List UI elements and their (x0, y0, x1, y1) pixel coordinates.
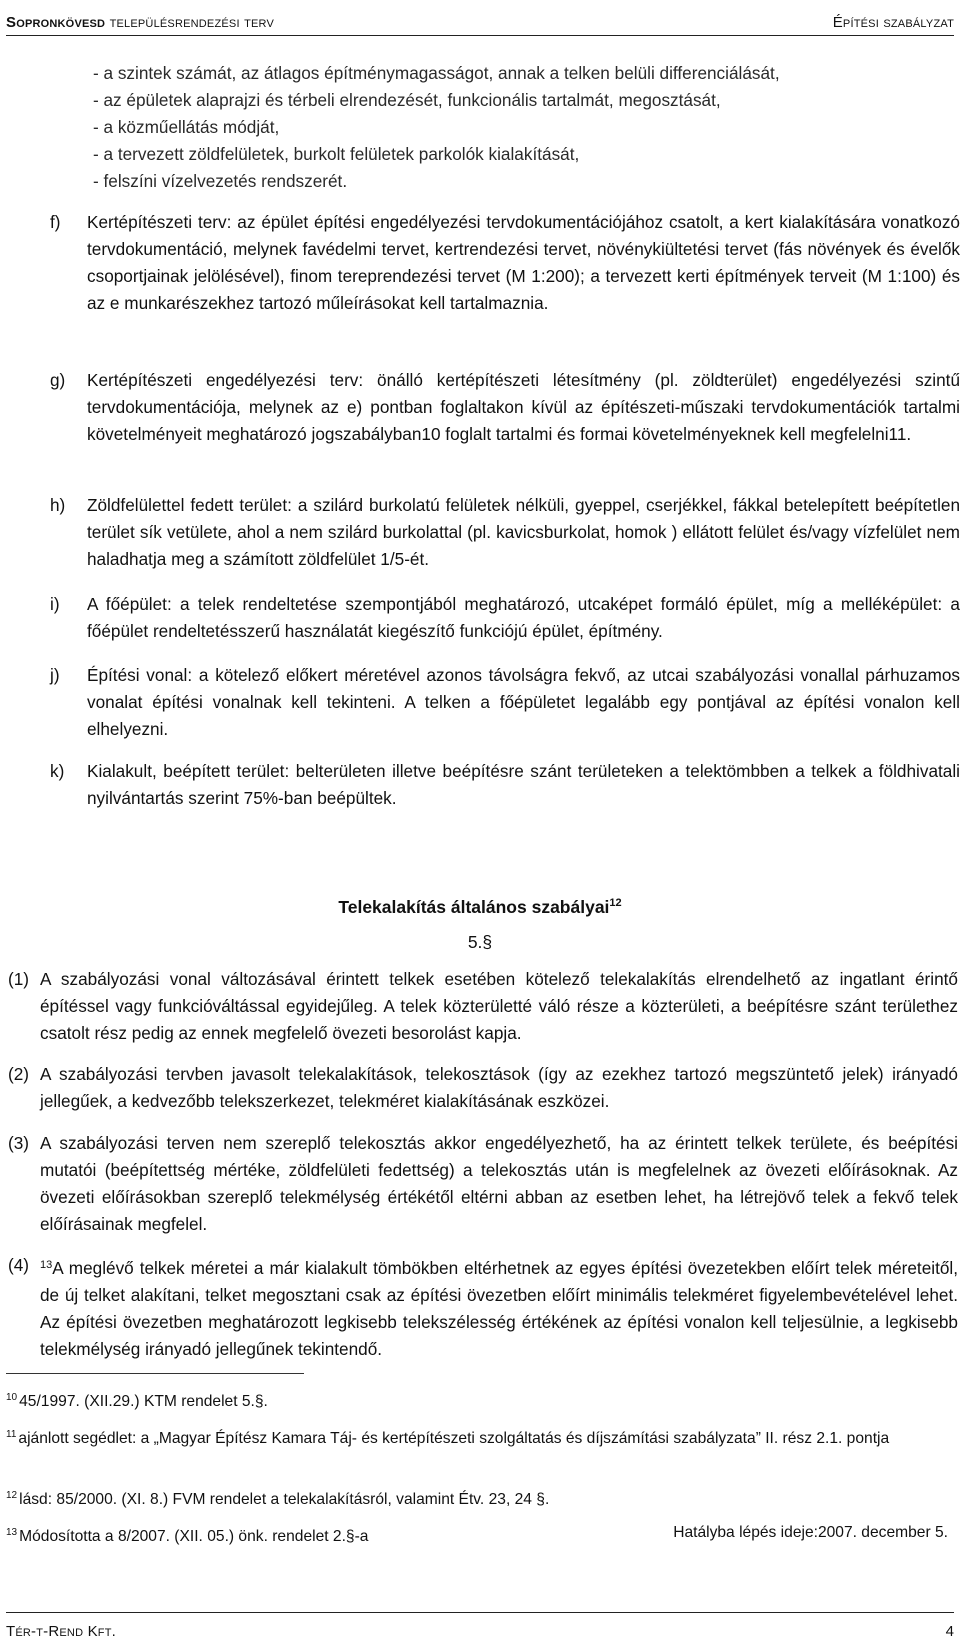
footnote-number: 11 (6, 1429, 17, 1440)
section-title-text: Telekalakítás általános szabályai (338, 897, 610, 917)
footnote-text: 45/1997. (XII.29.) KTM rendelet 5.§. (19, 1393, 268, 1410)
footnote-ref: 13 (40, 1259, 53, 1271)
item-label: i) (50, 594, 60, 614)
item-text: Kertépítészeti engedélyezési terv: önálló kertépítészeti létesítmény (pl. zöldterület) engedélyezési szintű tervdokumentációja, melynek az e) pontban foglaltakon kívül az építészeti-műszaki tervdokumentációk tartalmi követelményeit meghatározó jogszabályban10 foglalt tartalmi és formai követelményeknek kell megfelelni11. (87, 370, 960, 444)
paragraph-text: A szabályozási vonal változásával érintett telkek esetében kötelező telekalakítás elrendelhető az ingatlant érintő építéssel vagy funkcióváltással egyidejűleg. A telek közterületté váló része a közterületi, a beépítésre szánt területhez csatolt rész pedig az ennek megfelelő övezeti besorolást kapja. (40, 969, 958, 1043)
item-label: h) (50, 495, 66, 515)
definition-i (50, 591, 960, 645)
footnote-10 (6, 1386, 954, 1414)
paragraph-1 (8, 966, 958, 1047)
footnote-text: lásd: 85/2000. (XI. 8.) FVM rendelet a telekalakításról, valamint Étv. 23, 24 §. (19, 1491, 550, 1508)
paragraph-4 (8, 1252, 958, 1363)
paragraph-body: A meglévő telkek méretei a már kialakult tömbökben eltérhetnek az egyes építési övezetekben előírt telek méreteitől, de új telket alakítani, telket megosztani csak az építési övezetben előírt minimális telekméret figyelembevételével lehet. Az építési övezetben meghatározott legkisebb telekszélesség értékének az építési vonalon kell teljesülnie, a legkisebb telekmélység irányadó jellegűnek tekintendő. (40, 1258, 958, 1359)
list-item: - a szintek számát, az átlagos építménymagasságot, annak a telken belüli differenciálását, (93, 63, 780, 83)
item-label: g) (50, 370, 66, 390)
list-item: - felszíni vízelvezetés rendszerét. (93, 171, 348, 191)
item-text: Kialakult, beépített terület: belterületen illetve beépítésre szánt területeken a telektömbben a telkek a földhivatali nyilvántartás szerint 75%-ban beépültek. (87, 761, 960, 808)
item-label: f) (50, 212, 61, 232)
paragraph-2 (8, 1061, 958, 1115)
footnote-text: Módosította a 8/2007. (XII. 05.) önk. rendelet 2.§-a (19, 1528, 369, 1545)
footnote-12 (6, 1484, 954, 1512)
header-doc: településrendezési terv (109, 14, 275, 31)
footer-company: Tér-t-Rend Kft. (6, 1623, 116, 1640)
item-text: Zöldfelülettel fedett terület: a szilárd burkolatú felületek nélküli, gyeppel, cserjékkel, fákkal betelepített beépítetlen terület sík vetülete, ahol a nem szilárd burkolattal (pl. kavicsburkolat, homok ) ellátott felület és/vagy vízfelület nem haladhatja meg a számított zöldfelület 1/5-ét. (87, 495, 960, 569)
paragraph-label: (2) (8, 1064, 30, 1084)
definition-h (50, 492, 960, 573)
item-text: Építési vonal: a kötelező előkert méretével azonos távolságra fekvő, az utcai szabályozási vonallal párhuzamos vonalat építési vonalnak kell tekinteni. A telken a főépületet legalább egy pontjával az építési vonalon kell elhelyezni. (87, 665, 960, 739)
header-town: Sopronkövesd (6, 14, 106, 31)
paragraph-label: (1) (8, 969, 30, 989)
list-item: - az épületek alaprajzi és térbeli elrendezését, funkcionális tartalmát, megosztását, (93, 90, 721, 110)
list-item: - a tervezett zöldfelületek, burkolt felületek parkolók kialakítását, (93, 144, 580, 164)
definition-f (50, 209, 960, 317)
page-footer (6, 1612, 954, 1646)
paragraph-label: (4) (8, 1255, 30, 1275)
section-number: 5.§ (467, 932, 493, 952)
footnote-effective-date: Hatályba lépés ideje:2007. december 5. (673, 1524, 948, 1541)
page-number: 4 (945, 1623, 954, 1640)
footnote-13 (6, 1521, 954, 1549)
header-title (6, 14, 274, 31)
footnote-text: ajánlott segédlet: a „Magyar Építész Kamara Táj- és kertépítészeti szolgáltatás és díjszámítási szabályzata” II. rész 2.1. pontja (18, 1430, 890, 1447)
paragraph-text: A szabályozási terven nem szereplő telekosztás akkor engedélyezhető, ha az érintett telkek területe, és beépítési mutatói (beépítettség mértéke, zöldfelületi fedettség) a telekosztás után is megfelelnek az övezeti előírásoknak. Az övezeti előírásokban szereplő telekmélység értékétől eltérni abban az esetben lehet, ha létrejövő telek a fekvő telek előírásainak megfelel. (40, 1133, 958, 1234)
list-item: - a közműellátás módját, (93, 117, 280, 137)
header-section: Építési szabályzat (832, 14, 954, 31)
paragraph-text (40, 1252, 958, 1363)
item-text: A főépület: a telek rendeltetése szempontjából meghatározó, utcaképet formáló épület, míg a melléképület: a főépület rendeltetésszerű használatát kiegészítő funkciójú épület, építmény. (87, 594, 960, 641)
item-label: k) (50, 761, 65, 781)
section-title (6, 890, 954, 921)
item-label: j) (50, 665, 60, 685)
dash-list (93, 60, 893, 195)
footnote-number: 10 (6, 1392, 18, 1403)
paragraph-text: A szabályozási tervben javasolt telekalakítások, telekosztások (így az ezekhez tartozó megszüntető jelek) irányadó jellegűek, a kedvezőbb telekszerkezet, telekméret kialakításának eszközei. (40, 1064, 958, 1111)
item-text: Kertépítészeti terv: az épület építési engedélyezési tervdokumentációjához csatolt, a kert kialakítására vonatkozó tervdokumentáció, melynek favédelmi tervet, kertrendezési tervet, növénykiültetési tervet (fás növények és évelők csoportjainak jelölésével), finom tereprendezési tervet (M 1:200); a tervezett kerti építmények terveit (M 1:100) és az e munkarészekhez tartozó műleírásokat kell tartalmaznia. (87, 212, 960, 313)
definition-g (50, 367, 960, 448)
definition-k (50, 758, 960, 812)
footnote-separator (6, 1373, 304, 1374)
footnote-number: 13 (6, 1527, 18, 1538)
definition-j (50, 662, 960, 743)
paragraph-3 (8, 1130, 958, 1238)
footnote-11 (6, 1423, 954, 1451)
footnote-number: 12 (6, 1490, 18, 1501)
page-header (6, 4, 954, 36)
paragraph-label: (3) (8, 1133, 30, 1153)
footnote-ref: 12 (609, 897, 622, 909)
